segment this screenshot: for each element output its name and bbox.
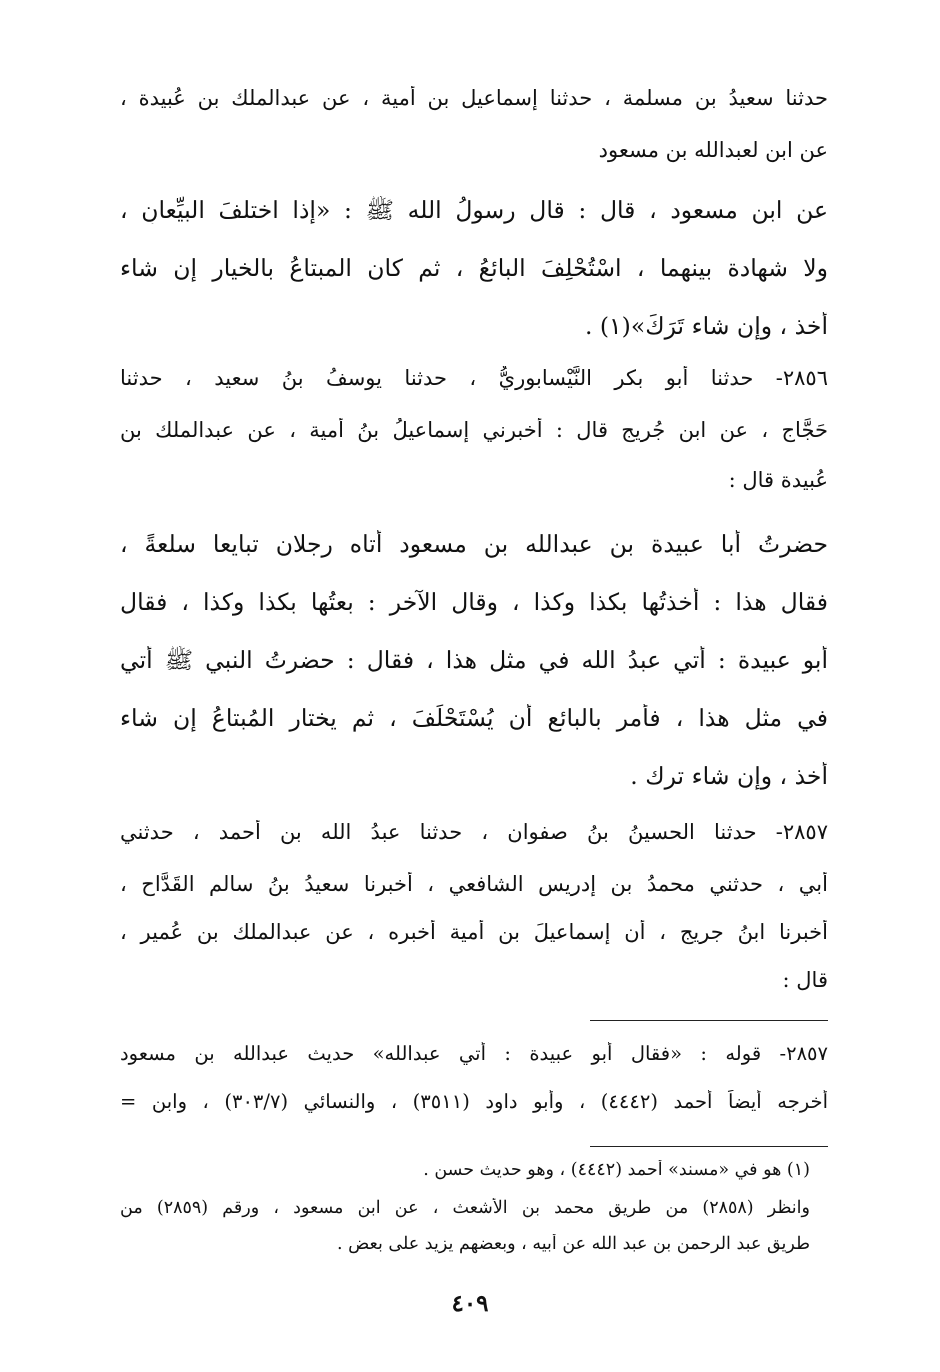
isnad-line: عن ابنٍ لعبدالله بن مسعود	[598, 138, 828, 162]
hadith-text-line: في مثل هذا ، فأمر بالبائع أن يُسْتَحْلَفَ ، ثم يختار المُبتاعُ إن شاء	[120, 704, 828, 732]
footnote-divider	[590, 1146, 828, 1147]
isnad-line: حَجَّاج ، عن ابن جُريج قال : أخبرني إسماعيلُ بنُ أمية ، عن عبدالملك بن	[120, 418, 828, 442]
isnad-line: حدثنا سعيدُ بن مسلمة ، حدثنا إسماعيل بن أُمية ، عن عبدالملك بنِ عُبيدة ،	[120, 86, 828, 110]
isnad-line: عُبيدة قال :	[728, 468, 828, 492]
footnote-line: طريق عبد الرحمن بن عبد الله عن أبيه ، وبعضهم يزيد على بعض .	[336, 1234, 810, 1254]
footnote-line: (١) هو في «مسند» أحمد (٤٤٤٢) ، وهو حديث حسن .	[423, 1160, 810, 1180]
commentary-divider	[590, 1020, 828, 1021]
isnad-line: أخبرنا ابنُ جريج ، أن إسماعيلَ بن أُمية أخبره ، عن عبدالملك بنِ عُمير ،	[120, 920, 828, 944]
hadith-text-line: أخذ ، وإن شاء ترك .	[630, 762, 828, 790]
hadith-text-line: فقال هذا : أخذتُها بكذا وكذا ، وقال الآخر : بعتُها بكذا وكذا ، فقال	[120, 588, 828, 616]
hadith-text-line: عن ابنِ مسعود ، قال : قال رسولُ الله ﷺ : «إذا اختلفَ البيِّعانِ ،	[120, 196, 828, 224]
isnad-line: ٢٨٥٧- حدثنا الحسينُ بنُ صفوان ، حدثنا عبدُ الله بن أحمد ، حدثني	[120, 820, 828, 844]
hadith-text-line: أخذ ، وإن شاء تَرَكَ»(١) .	[584, 312, 828, 340]
hadith-text-line: أبو عبيدة : أُتي عبدُ الله في مثل هذا ، فقال : حضرتُ النبي ﷺ أُتي	[120, 646, 828, 674]
hadith-text-line: حضرتُ أبا عبيدة بن عبدالله بن مسعود أتاه رجلان تبايعا سلعةً ،	[120, 530, 828, 558]
footnote-line: وانظر (٢٨٥٨) من طريق محمد بن الأشعث ، عن ابن مسعود ، ورقم (٢٨٥٩) من	[120, 1198, 810, 1218]
hadith-text-line: ولا شهادة بينهما ، اسْتُحْلِفَ البائعُ ، ثم كان المبتاعُ بالخيار إن شاء	[120, 254, 828, 282]
commentary-line: أخرجه أيضاً أحمد (٤٤٤٢) ، وأبو داود (٣٥١١) ، والنسائي (٣٠٣/٧) ، وابن =	[120, 1090, 828, 1113]
page-number: ٤٠٩	[451, 1290, 489, 1317]
isnad-line: ٢٨٥٦- حدثنا أبو بكر النَّيْسابوريُّ ، حدثنا يوسفُ بنُ سعيد ، حدثنا	[120, 366, 828, 390]
commentary-line: ٢٨٥٧- قوله : «فقال أبو عبيدة : أُتي عبدالله» حديث عبدالله بن مسعود	[120, 1042, 828, 1065]
isnad-line: أبي ، حدثني محمدُ بن إدريس الشافعي ، أخبرنا سعيدُ بنُ سالم القَدَّاح ،	[120, 872, 828, 896]
isnad-line: قال :	[782, 968, 828, 992]
